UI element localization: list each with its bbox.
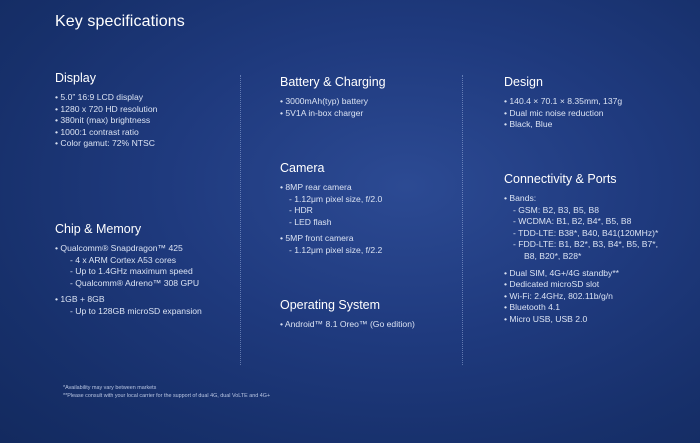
design-spec-item: • 140.4 × 70.1 × 8.35mm, 137g <box>504 96 694 108</box>
memory-spec-item: • 1GB + 8GB <box>55 294 235 306</box>
chip-spec-subitem: - Up to 1.4GHz maximum speed <box>55 266 235 278</box>
battery-section <box>280 75 460 119</box>
column-divider-right <box>462 75 463 365</box>
connectivity-spec-item: • Dual SIM, 4G+/4G standby** <box>504 268 694 280</box>
display-heading: Display <box>55 71 96 85</box>
footnote-availability: *Availability may vary between markets <box>63 385 157 391</box>
memory-spec-subitem: - Up to 128GB microSD expansion <box>55 306 235 318</box>
band-fdd-lte: - FDD-LTE: B1, B2*, B3, B4*, B5, B7*, <box>504 239 694 251</box>
camera-section <box>280 161 460 257</box>
chip-memory-heading: Chip & Memory <box>55 222 142 236</box>
design-section <box>504 75 694 131</box>
chip-spec-subitem: - 4 x ARM Cortex A53 cores <box>55 255 235 267</box>
battery-spec-item: • 5V1A in-box charger <box>280 108 460 120</box>
battery-spec-item: • 3000mAh(typ) battery <box>280 96 460 108</box>
display-spec-item: • 1000:1 contrast ratio <box>55 127 235 139</box>
design-spec-item: • Dual mic noise reduction <box>504 108 694 120</box>
camera-spec-item: • 8MP rear camera <box>280 182 460 194</box>
connectivity-spec-item: • Dedicated microSD slot <box>504 279 694 291</box>
band-wcdma: - WCDMA: B1, B2, B4*, B5, B8 <box>504 216 694 228</box>
camera-spec-item: • 5MP front camera <box>280 233 460 245</box>
band-tdd-lte: - TDD-LTE: B38*, B40, B41(120MHz)* <box>504 228 694 240</box>
chip-spec-subitem: - Qualcomm® Adreno™ 308 GPU <box>55 278 235 290</box>
os-spec-item: • Android™ 8.1 Oreo™ (Go edition) <box>280 319 460 331</box>
camera-heading: Camera <box>280 161 325 175</box>
display-spec-item: • 380nit (max) brightness <box>55 115 235 127</box>
page-title: Key specifications <box>55 13 185 30</box>
camera-spec-subitem: - LED flash <box>280 217 460 229</box>
footnotes <box>63 385 270 400</box>
display-spec-item: • 5.0” 16:9 LCD display <box>55 92 235 104</box>
camera-spec-subitem: - 1.12μm pixel size, f/2.0 <box>280 194 460 206</box>
chip-memory-section <box>55 222 235 318</box>
display-spec-item: • Color gamut: 72% NTSC <box>55 138 235 150</box>
bands-label: • Bands: <box>504 193 694 205</box>
connectivity-spec-item: • Bluetooth 4.1 <box>504 302 694 314</box>
connectivity-section <box>504 172 694 326</box>
os-section <box>280 298 460 331</box>
camera-spec-subitem: - HDR <box>280 205 460 217</box>
design-spec-item: • Black, Blue <box>504 119 694 131</box>
display-spec-item: • 1280 x 720 HD resolution <box>55 104 235 116</box>
os-heading: Operating System <box>280 298 381 312</box>
footnote-carrier: **Please consult with your local carrier for the support of dual 4G, dual VoLTE and 4G+ <box>63 392 271 399</box>
connectivity-heading: Connectivity & Ports <box>504 172 617 186</box>
connectivity-spec-item: • Micro USB, USB 2.0 <box>504 314 694 326</box>
band-fdd-lte-continued: B8, B20*, B28* <box>524 250 582 261</box>
chip-spec-item: • Qualcomm® Snapdragon™ 425 <box>55 243 235 255</box>
band-gsm: - GSM: B2, B3, B5, B8 <box>504 205 694 217</box>
design-heading: Design <box>504 75 543 89</box>
display-section <box>55 71 235 150</box>
connectivity-spec-item: • Wi-Fi: 2.4GHz, 802.11b/g/n <box>504 291 694 303</box>
battery-heading: Battery & Charging <box>280 75 386 89</box>
camera-spec-subitem: - 1.12μm pixel size, f/2.2 <box>280 245 460 257</box>
column-divider-left <box>240 75 241 365</box>
